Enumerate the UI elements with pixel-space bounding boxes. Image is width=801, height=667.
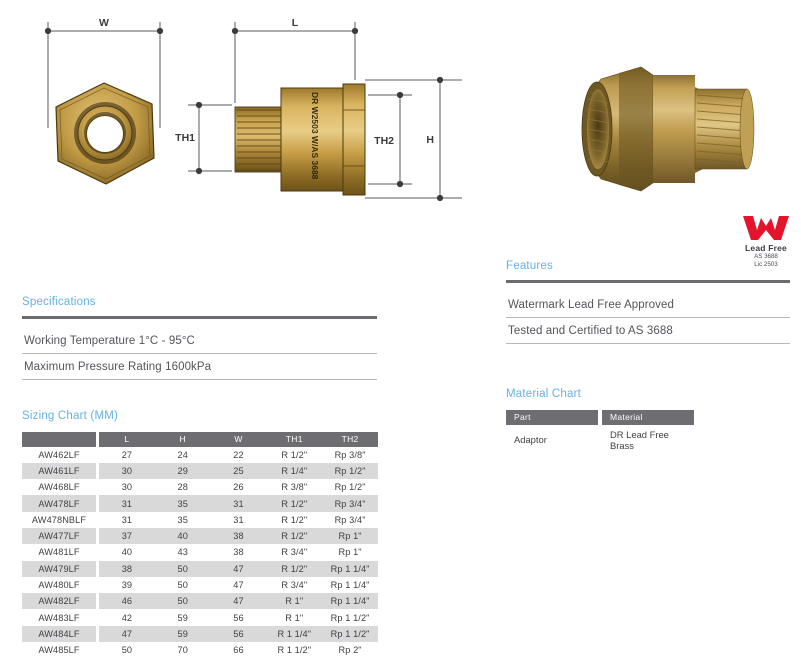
material-header-row xyxy=(506,410,694,425)
table-row xyxy=(22,528,378,544)
cell-value: 37 xyxy=(99,528,155,544)
table-row xyxy=(22,642,378,658)
cell-value: Rp 1" xyxy=(322,528,378,544)
table-row xyxy=(22,463,378,479)
dim-dot xyxy=(397,181,403,187)
cell-value: 26 xyxy=(233,482,244,493)
cell-part-number: AW478LF xyxy=(22,495,96,511)
features-title: Features xyxy=(506,260,553,272)
dim-dot xyxy=(437,77,443,83)
cell-value: R 3/4" xyxy=(281,547,308,558)
feature-divider xyxy=(506,343,790,344)
cell-value: 27 xyxy=(121,449,133,460)
dim-dot xyxy=(196,102,202,108)
watermark-lead-free-text: Lead Free xyxy=(745,243,787,253)
table-row xyxy=(22,577,378,593)
cell-value: Rp 1" xyxy=(338,547,362,558)
cell-value: 38 xyxy=(99,561,155,577)
col-header-h: H xyxy=(155,432,211,447)
cell-value: Rp 1 1/2" xyxy=(330,612,370,623)
product-photo-brass-adaptor xyxy=(545,45,785,210)
cell-value: 50 xyxy=(177,580,188,591)
dim-dot xyxy=(437,195,443,201)
cell-value: R 1 1/2" xyxy=(277,645,312,656)
table-row xyxy=(22,626,378,642)
table-row xyxy=(22,512,378,528)
cell-value: Rp 1 1/4" xyxy=(330,580,370,591)
cell-value: 31 xyxy=(99,495,155,511)
hex-front-view xyxy=(56,83,154,184)
cell-value: R 1/2" xyxy=(266,528,322,544)
cell-value: R 1/2" xyxy=(281,449,308,460)
col-header-l: L xyxy=(99,432,155,447)
cell-value: 31 xyxy=(233,514,244,525)
col-header-th2: TH2 xyxy=(322,432,378,447)
table-row xyxy=(22,544,378,560)
label-w: W xyxy=(99,17,109,29)
material-chart-table xyxy=(506,410,694,451)
left-column xyxy=(22,296,377,658)
cell-value: R 3/4" xyxy=(281,580,308,591)
cell-value: 31 xyxy=(121,514,133,525)
label-h: H xyxy=(426,134,434,146)
label-th1: TH1 xyxy=(175,132,195,144)
cell-value: R 1/2" xyxy=(266,495,322,511)
cell-value: 47 xyxy=(233,580,244,591)
cell-part-number: AW468LF xyxy=(38,482,80,493)
dim-dot xyxy=(352,28,358,34)
dim-dot xyxy=(397,92,403,98)
cell-part-number: AW482LF xyxy=(22,593,96,609)
cell-value: 47 xyxy=(211,593,267,609)
sizing-chart-table xyxy=(22,432,378,659)
cell-value: 59 xyxy=(177,612,188,623)
dim-dot xyxy=(232,28,238,34)
cell-value: R 3/8" xyxy=(281,482,308,493)
cell-value: 35 xyxy=(177,514,188,525)
col-header-material-material: Material xyxy=(602,410,694,425)
cell-value: 38 xyxy=(211,528,267,544)
watermark-w-icon xyxy=(741,214,791,242)
table-row xyxy=(22,609,378,625)
col-header-w: W xyxy=(211,432,267,447)
cell-part-number: AW484LF xyxy=(22,626,96,642)
cell-value: 43 xyxy=(177,547,188,558)
cell-part-number: AW461LF xyxy=(22,463,96,479)
cell-value: Rp 1 1/2" xyxy=(322,626,378,642)
cell-value: 38 xyxy=(233,547,244,558)
specifications-section xyxy=(22,296,377,308)
material-chart-title: Material Chart xyxy=(506,387,582,400)
cell-value: Rp 1 1/4" xyxy=(322,561,378,577)
watermark-licence-text: Lic 2503 xyxy=(754,260,778,268)
col-header-th1: TH1 xyxy=(266,432,322,447)
cell-value: R 1/2" xyxy=(281,514,308,525)
cell-part-number: AW483LF xyxy=(38,612,80,623)
cell-value: Rp 1/2" xyxy=(322,463,378,479)
dim-dot xyxy=(196,168,202,174)
spec-row-working-temperature: Working Temperature 1°C - 95°C xyxy=(24,334,195,347)
label-th2: TH2 xyxy=(374,135,394,147)
cell-value: 50 xyxy=(121,645,133,656)
cell-value: 47 xyxy=(99,626,155,642)
table-row xyxy=(22,561,378,577)
material-row xyxy=(506,425,694,451)
cell-part-number: AW485LF xyxy=(38,645,80,656)
cell-material-name: DR Lead Free Brass xyxy=(610,428,669,451)
spec-row-pressure-rating: Maximum Pressure Rating 1600kPa xyxy=(24,360,212,373)
cell-value: 22 xyxy=(233,449,244,460)
table-row xyxy=(22,479,378,495)
cell-value: R 1" xyxy=(266,593,322,609)
cell-material-part: Adaptor xyxy=(514,434,547,445)
cell-value: R 1 1/4" xyxy=(266,626,322,642)
cell-part-number: AW479LF xyxy=(22,561,96,577)
cell-value: Rp 3/4" xyxy=(322,495,378,511)
table-row xyxy=(22,447,378,463)
cell-value: 29 xyxy=(155,463,211,479)
feature-row-tested-certified: Tested and Certified to AS 3688 xyxy=(508,324,673,337)
cell-value: 47 xyxy=(211,561,267,577)
cell-part-number: AW462LF xyxy=(38,449,80,460)
col-header-material-part: Part xyxy=(506,410,598,425)
cell-value: 40 xyxy=(121,547,133,558)
label-l: L xyxy=(291,17,299,29)
cell-value: Rp 3/8" xyxy=(334,449,366,460)
cell-value: R 1/4" xyxy=(266,463,322,479)
cell-part-number: AW477LF xyxy=(22,528,96,544)
technical-drawings xyxy=(0,0,490,215)
cell-value: 56 xyxy=(211,626,267,642)
specifications-title: Specifications xyxy=(22,296,96,308)
cell-value: 50 xyxy=(155,593,211,609)
right-column xyxy=(506,260,790,451)
cell-value: R 1" xyxy=(285,612,304,623)
dim-dot xyxy=(157,28,163,34)
cell-part-number: AW481LF xyxy=(38,547,80,558)
cell-value: 28 xyxy=(177,482,188,493)
cell-value: 46 xyxy=(99,593,155,609)
cell-value: 66 xyxy=(233,645,244,656)
engraving-text: DR W2503 W/AS 3688 xyxy=(310,92,320,180)
cell-value: Rp 1/2" xyxy=(334,482,366,493)
cell-value: 59 xyxy=(155,626,211,642)
spec-divider xyxy=(22,379,377,380)
cell-value: 56 xyxy=(233,612,244,623)
cell-value: 25 xyxy=(211,463,267,479)
cell-part-number: AW478NBLF xyxy=(31,514,87,525)
table-header-row xyxy=(22,432,378,447)
cell-value: 70 xyxy=(177,645,188,656)
cell-value: Rp 1 1/4" xyxy=(322,593,378,609)
cell-value: 30 xyxy=(121,482,133,493)
cell-value: 30 xyxy=(99,463,155,479)
sizing-chart-title: Sizing Chart (MM) xyxy=(22,409,119,422)
cell-value: 31 xyxy=(211,495,267,511)
cell-part-number: AW480LF xyxy=(38,580,80,591)
feature-row-watermark-approved: Watermark Lead Free Approved xyxy=(508,298,675,311)
cell-value: Rp 2" xyxy=(338,645,362,656)
adaptor-side-view xyxy=(235,84,365,195)
dim-dot xyxy=(45,28,51,34)
col-header-part xyxy=(22,432,96,447)
table-row xyxy=(22,593,378,609)
cell-value: Rp 3/4" xyxy=(334,514,366,525)
cell-value: 39 xyxy=(121,580,133,591)
cell-value: 35 xyxy=(155,495,211,511)
drawing-svg xyxy=(0,0,490,215)
cell-value: 42 xyxy=(121,612,133,623)
table-row xyxy=(22,495,378,511)
cell-value: 24 xyxy=(177,449,188,460)
cell-value: R 1/2" xyxy=(266,561,322,577)
cell-value: 50 xyxy=(155,561,211,577)
cell-value: 40 xyxy=(155,528,211,544)
watermark-standard-text: AS 3688 xyxy=(754,253,778,260)
